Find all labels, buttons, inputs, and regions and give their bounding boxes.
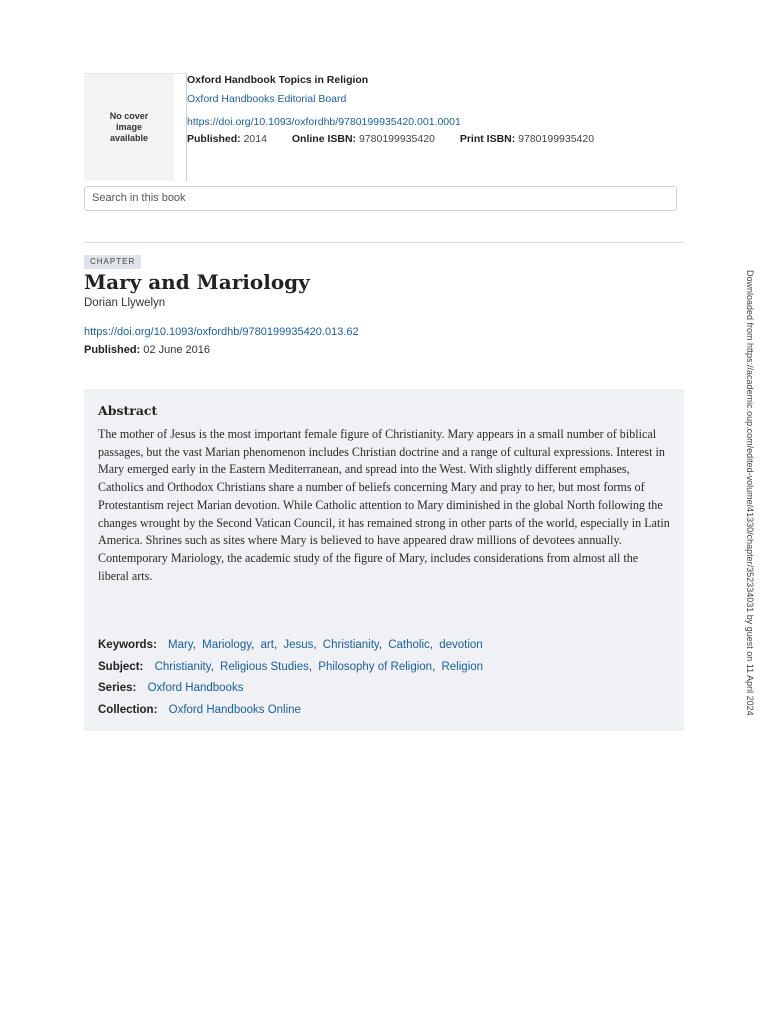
series-row xyxy=(98,678,483,700)
keyword-link[interactable]: devotion xyxy=(439,639,483,651)
section-divider xyxy=(84,242,684,243)
online-isbn-label: Online ISBN: xyxy=(291,133,357,145)
keyword-link[interactable]: Jesus xyxy=(283,639,314,651)
book-cover xyxy=(84,73,187,182)
abstract-panel xyxy=(84,389,684,731)
chapter-title: Mary and Mariology xyxy=(84,270,310,294)
abstract-text: The mother of Jesus is the most important female figure of Christianity. Mary appears in a small number of biblical passages, but the vast Marian phenomenon includes Christian doctrine and a range of cultural expressions. Interest in Mary emerged early in the Eastern Mediterranean, and spread into the West. With slightly different emphases, Catholics and Orthodox Christians share a number of beliefs concerning Mary and pray to her, but most forms of Protestantism reject Marian devotion. While Catholic attention to Mary diminished in the global North following the changes wrought by the Second Vatican Council, it has remained strong in other parts of the world, especially in Latin America. Shrines such as sites where Mary is believed to have appeared draw millions of devotees annually. Contemporary Mariology, the academic study of the figure of Mary, includes considerations from almost all the liberal arts. xyxy=(98,427,670,583)
series-link[interactable]: Oxford Handbooks xyxy=(147,682,244,694)
collection-link[interactable]: Oxford Handbooks Online xyxy=(168,703,301,716)
subject-link[interactable]: Religious Studies xyxy=(220,660,309,673)
keyword-link[interactable]: Mary xyxy=(168,639,193,651)
keywords-label: Keywords: xyxy=(98,639,157,651)
online-isbn: 9780199935420 xyxy=(358,133,435,145)
book-published-label: Published: xyxy=(187,133,241,145)
subject-link[interactable]: Philosophy of Religion xyxy=(318,660,433,673)
keywords-row: Keywords: Mary, Mariology, art, Jesus, Christianity, Catholic, devotion xyxy=(98,639,483,651)
keyword-link[interactable]: Catholic xyxy=(388,639,430,651)
cover-text: No cover image available xyxy=(109,111,149,143)
print-isbn-label: Print ISBN: xyxy=(459,133,516,145)
download-watermark: Downloaded from https://academic.oup.com/edited-volume/41330/chapter/352334031 by guest on 11 April 2024 xyxy=(745,270,755,716)
subject-row: Subject: Christianity, Religious Studies, Philosophy of Religion, Religion xyxy=(98,660,484,673)
keyword-link[interactable]: art xyxy=(260,639,274,651)
book-header xyxy=(84,73,684,183)
abstract-heading: Abstract xyxy=(98,403,158,418)
collection-row xyxy=(98,700,483,722)
chapter-badge: CHAPTER xyxy=(84,255,141,269)
chapter-author: Dorian Llywelyn xyxy=(84,297,166,309)
book-doi-link[interactable]: https://doi.org/10.1093/oxfordhb/9780199935420.001.0001 xyxy=(187,116,461,128)
keyword-link[interactable]: Mariology xyxy=(202,639,252,651)
subject-link[interactable]: Christianity xyxy=(154,660,211,673)
search-input[interactable]: Search in this book xyxy=(84,186,677,211)
subject-link[interactable]: Religion xyxy=(441,660,484,673)
chapter-metadata xyxy=(98,635,483,721)
book-publication-info xyxy=(187,132,594,146)
book-title[interactable]: Oxford Handbook Topics in Religion xyxy=(187,74,369,86)
book-editor-link[interactable]: Oxford Handbooks Editorial Board xyxy=(187,93,347,105)
chapter-doi-link[interactable]: https://doi.org/10.1093/oxfordhb/9780199935420.013.62 xyxy=(84,326,359,338)
collection-label: Collection: xyxy=(98,703,158,716)
chapter-published-label: Published: xyxy=(84,344,141,356)
series-label: Series: xyxy=(98,682,137,694)
cover-placeholder xyxy=(84,74,174,181)
chapter-published-date: 02 June 2016 xyxy=(143,344,210,356)
print-isbn: 9780199935420 xyxy=(518,133,595,145)
chapter-publication-date xyxy=(84,344,210,356)
subject-label: Subject: xyxy=(98,660,144,673)
book-published-year: 2014 xyxy=(243,133,267,145)
keyword-link[interactable]: Christianity xyxy=(322,639,379,651)
